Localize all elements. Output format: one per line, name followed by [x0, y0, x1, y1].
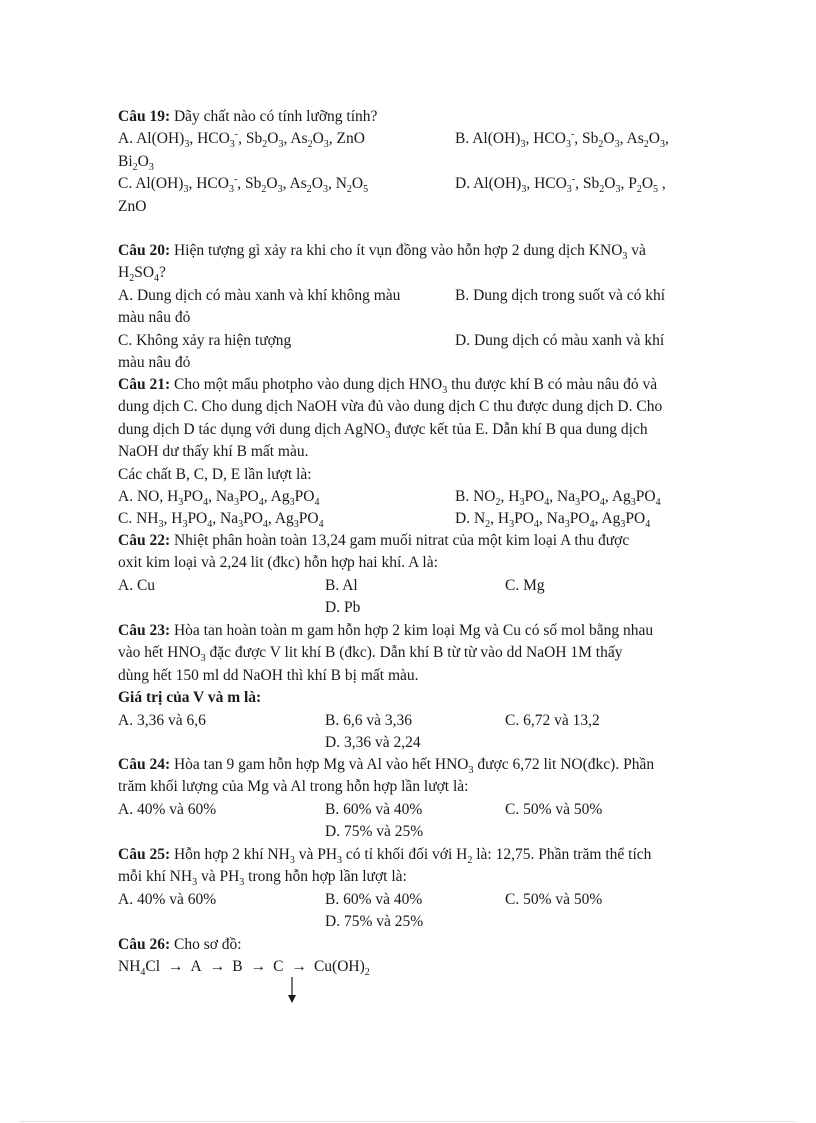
question-stem-continued: $H_2SO_4$? [118, 264, 166, 285]
option-b: B. $Al(OH)_3$, $HCO_3^-$, $Sb_2O_3$, $As_2O_3$, [455, 129, 669, 151]
question-label: Câu 24: [118, 756, 171, 773]
scheme-item: B [232, 958, 243, 976]
question-stem-continued: mỗi khí $NH_3$ và $PH_3$ trong hỗn hợp lần lượt là: [118, 868, 407, 889]
question-stem-line: dung dịch C. Cho dung dịch NaOH vừa đủ vào dung dịch C thu được dung dịch D. Cho [118, 398, 663, 416]
arrow-right-icon: → [168, 958, 184, 976]
question-label: Câu 20: [118, 242, 171, 259]
option-continued: màu nâu đỏ [118, 309, 191, 327]
option-b: B. Dung dịch trong suốt và có khí [455, 286, 666, 304]
question-20 [118, 240, 703, 374]
question-stem-line: dung dịch D tác dụng với dung dịch AgNO$_3$ được kết tủa E. Dẫn khí B qua dung dịch [118, 420, 648, 441]
option-a: A. Dung dịch có màu xanh và khí không màu [118, 286, 401, 304]
option-a: A. 40% và 60% [118, 890, 217, 908]
option-d: D. Pb [325, 599, 361, 617]
question-stem: Hòa tan hoàn toàn m gam hỗn hợp 2 kim loại Mg và Cu có số mol bằng nhau [170, 622, 654, 639]
question-stem-continued: trăm khối lượng của Mg và Al trong hỗn hợp lần lượt là: [118, 778, 469, 796]
option-continued: màu nâu đỏ [118, 354, 191, 372]
question-label: Câu 25: [118, 846, 171, 863]
question-stem: Hỗn hợp 2 khí $NH_3$ và $PH_3$ có tỉ khối đối với $H_2$ là: 12,75. Phần trăm thể tích [170, 846, 652, 867]
scheme-item: A [190, 958, 202, 976]
option-a: A. 40% và 60% [118, 800, 217, 818]
option-a: A. Cu [118, 576, 156, 594]
question-prompt: Các chất B, C, D, E lần lượt là: [118, 465, 312, 483]
question-stem-line: vào hết $HNO_3$ đặc được V lit khí B (đkc). Dẫn khí B từ từ vào dd NaOH 1M thấy [118, 644, 623, 665]
question-stem: Cho sơ đồ: [170, 936, 242, 953]
scheme-item: $Cu(OH)_2$ [313, 958, 370, 979]
option-b: B. $NO_2$, $H_3PO_4$, $Na_3PO_4$, $Ag_3PO_4$ [455, 488, 661, 509]
arrow-down-icon [287, 977, 297, 1003]
question-25 [118, 844, 703, 934]
question-stem-line: NaOH dư thấy khí B mất màu. [118, 443, 309, 461]
question-label: Câu 22: [118, 532, 171, 549]
question-stem-continued: oxit kim loại và 2,24 lit (đkc) hỗn hợp hai khí. A là: [118, 554, 438, 572]
option-c: C. 6,72 và 13,2 [505, 711, 600, 729]
question-21 [118, 374, 703, 531]
option-c: C. Mg [505, 576, 545, 594]
option-d: D. $Al(OH)_3$, $HCO_3^-$, $Sb_2O_3$, $P_2O_5$ , [455, 174, 666, 196]
option-d: D. Dung dịch có màu xanh và khí [455, 331, 665, 349]
question-prompt: Giá trị của V và m là: [118, 689, 262, 707]
question-26 [118, 934, 703, 979]
question-24 [118, 754, 703, 844]
option-b-continued: $Bi_2O_3$ [118, 152, 154, 173]
option-d: D. 75% và 25% [325, 913, 424, 931]
question-stem: Cho một mẩu photpho vào dung dịch $HNO_3$ thu được khí B có màu nâu đỏ và [170, 376, 658, 397]
question-stem-line: dùng hết 150 ml dd NaOH thì khí B bị mất màu. [118, 666, 419, 684]
option-a: A. 3,36 và 6,6 [118, 711, 206, 729]
question-label: Câu 21: [118, 376, 171, 393]
question-label: Câu 19: [118, 108, 171, 125]
option-d: D. 75% và 25% [325, 823, 424, 841]
option-a: A. NO, $H_3PO_4$, $Na_3PO_4$, $Ag_3PO_4$ [118, 488, 320, 509]
option-c: C. $Al(OH)_3$, $HCO_3^-$, $Sb_2O_3$, $As_2O_3$, $N_2O_5$ [118, 174, 369, 196]
question-stem: Dãy chất nào có tính lưỡng tính? [170, 108, 378, 125]
option-a: A. $Al(OH)_3$, $HCO_3^-$, $Sb_2O_3$, $As_2O_3$, ZnO [118, 129, 365, 151]
arrow-right-icon: → [291, 958, 307, 976]
question-label: Câu 23: [118, 622, 171, 639]
reaction-scheme [118, 956, 703, 978]
question-23 [118, 620, 703, 754]
option-d: D. 3,36 và 2,24 [325, 734, 421, 752]
question-stem: Hiện tượng gì xảy ra khi cho ít vụn đồng vào hỗn hợp 2 dung dịch $KNO_3$ và [170, 242, 646, 263]
question-22 [118, 530, 703, 620]
arrow-right-icon: → [209, 958, 226, 976]
option-c: C. 50% và 50% [505, 890, 603, 908]
option-d-continued: ZnO [118, 197, 147, 215]
option-b: B. Al [325, 576, 358, 594]
option-b: B. 6,6 và 3,36 [325, 711, 412, 729]
question-stem: Hòa tan 9 gam hỗn hợp Mg và Al vào hết $HNO_3$ được 6,72 lit NO(đkc). Phần [170, 756, 655, 777]
arrow-right-icon: → [250, 958, 267, 976]
option-c: C. $NH_3$, $H_3PO_4$, $Na_3PO_4$, $Ag_3PO_4$ [118, 510, 324, 531]
scheme-item: C [273, 958, 284, 976]
page-bottom-divider [20, 1121, 796, 1122]
option-d: D. $N_2$, $H_3PO_4$, $Na_3PO_4$, $Ag_3PO_4$ [455, 510, 651, 531]
option-c: C. 50% và 50% [505, 800, 603, 818]
option-c: C. Không xảy ra hiện tượng [118, 331, 292, 349]
question-19 [118, 106, 703, 218]
option-b: B. 60% và 40% [325, 890, 423, 908]
option-b: B. 60% và 40% [325, 800, 423, 818]
scheme-item: $NH_4Cl$ [118, 958, 161, 979]
question-label: Câu 26: [118, 936, 171, 953]
question-stem: Nhiệt phân hoàn toàn 13,24 gam muối nitrat của một kim loại A thu được [170, 532, 630, 549]
